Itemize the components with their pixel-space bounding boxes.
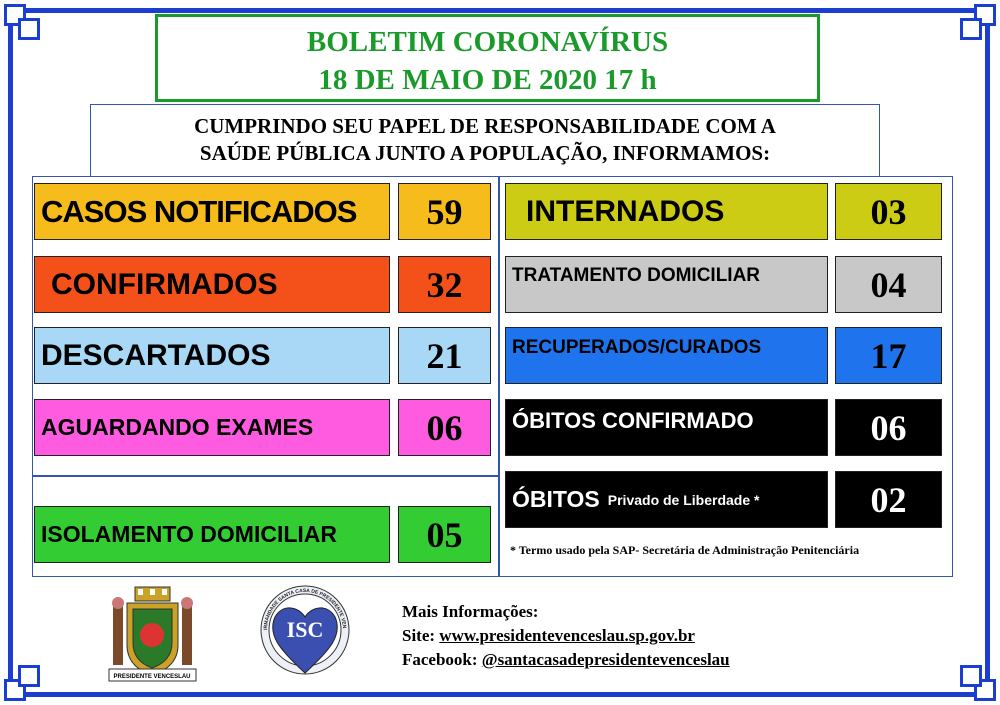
stat-value-obitos-confirmado: 06 <box>835 399 942 456</box>
stat-label-obitos-main: ÓBITOS <box>512 486 600 512</box>
stat-label-recuperados-curados: RECUPERADOS/CURADOS <box>505 327 828 384</box>
stat-value-recuperados-curados: 17 <box>835 327 942 384</box>
intro-box <box>90 104 880 178</box>
coat-of-arms-caption: PRESIDENTE VENCESLAU <box>113 674 191 680</box>
bulletin-date: 18 DE MAIO DE 2020 17 h <box>318 64 657 96</box>
stat-label-obitos-qualifier: Privado de Liberdade * <box>607 491 760 508</box>
stat-label-obitos-privado <box>505 471 828 528</box>
stat-value-isolamento-domiciliar: 05 <box>398 506 491 563</box>
more-info-block <box>402 600 730 672</box>
stat-value-confirmados: 32 <box>398 256 491 313</box>
municipal-coat-of-arms-logo <box>105 585 200 685</box>
more-info-heading: Mais Informações: <box>402 602 539 621</box>
corner-ornament-bottom-left <box>4 659 46 701</box>
corner-ornament-bottom-right <box>954 659 996 701</box>
stat-value-descartados: 21 <box>398 327 491 384</box>
stat-label-obitos-confirmado: ÓBITOS CONFIRMADO <box>505 399 828 456</box>
facebook-line <box>402 648 730 672</box>
corner-ornament-top-right <box>954 4 996 46</box>
stat-label-isolamento-domiciliar: ISOLAMENTO DOMICILIAR <box>34 506 390 563</box>
stat-label-casos-notificados: CASOS NOTIFICADOS <box>34 183 390 240</box>
stat-label-aguardando-exames: AGUARDANDO EXAMES <box>34 399 390 456</box>
stat-value-tratamento-domiciliar: 04 <box>835 256 942 313</box>
corner-ornament-top-left <box>4 4 46 46</box>
stat-label-descartados: DESCARTADOS <box>34 327 390 384</box>
stat-value-aguardando-exames: 06 <box>398 399 491 456</box>
bulletin-title-box <box>155 14 820 102</box>
site-line <box>402 624 730 648</box>
footnote: * Termo usado pela SAP- Secretária de Administração Penitenciária <box>510 543 860 557</box>
site-link[interactable]: www.presidentevenceslau.sp.gov.br <box>439 626 695 645</box>
facebook-link[interactable]: @santacasadepresidentevenceslau <box>481 650 730 669</box>
stat-label-internados: INTERNADOS <box>505 183 828 240</box>
site-label: Site: <box>402 626 436 645</box>
isc-logo-text: ISC <box>286 617 324 642</box>
stat-value-casos-notificados: 59 <box>398 183 491 240</box>
stat-value-obitos-privado: 02 <box>835 471 942 528</box>
stat-label-confirmados: CONFIRMADOS <box>34 256 390 313</box>
intro-line-2: SAÚDE PÚBLICA JUNTO A POPULAÇÃO, INFORMAMOS: <box>199 141 771 165</box>
stat-label-tratamento-domiciliar: TRATAMENTO DOMICILIAR <box>505 256 828 313</box>
intro-line-1: CUMPRINDO SEU PAPEL DE RESPONSABILIDADE COM A <box>194 114 776 138</box>
stat-value-internados: 03 <box>835 183 942 240</box>
bulletin-title: BOLETIM CORONAVÍRUS <box>306 26 669 58</box>
santa-casa-isc-logo <box>255 585 355 685</box>
isc-logo-ring-text: IRMANDADE SANTA CASA DE PRESIDENTE VEN <box>262 587 348 631</box>
facebook-label: Facebook: <box>402 650 478 669</box>
